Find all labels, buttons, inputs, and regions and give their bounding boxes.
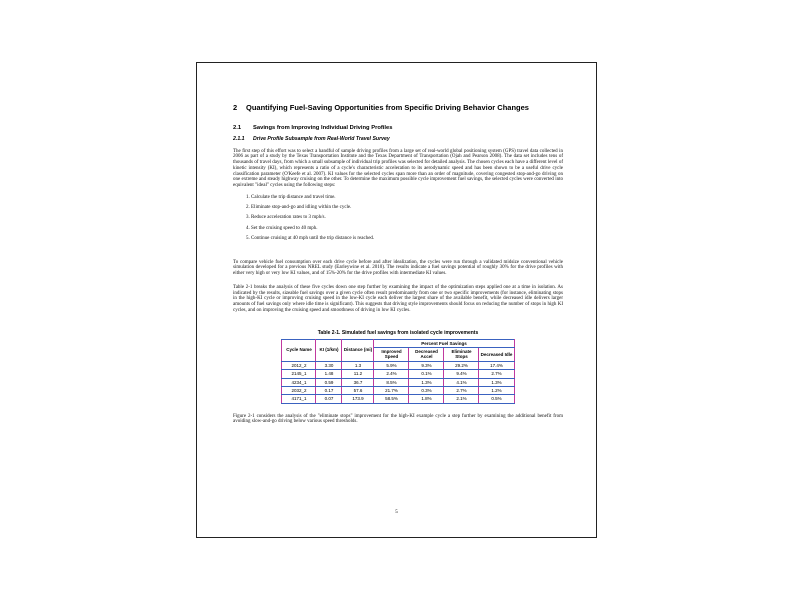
ideal-cycle-steps <box>251 195 563 242</box>
value-cell: 1.3% <box>409 378 444 386</box>
section-number: 2.1 <box>233 125 242 132</box>
value-cell: 0.07 <box>316 395 342 403</box>
value-cell: 1.3 <box>342 361 374 369</box>
fuel-savings-table <box>281 339 514 404</box>
header-improved-speed: Improved Speed <box>374 347 409 361</box>
page-number: 5 <box>395 510 398 515</box>
value-cell: 5.9% <box>374 361 409 369</box>
table-row <box>282 378 514 386</box>
section-title: Savings from Improving Individual Driving Profiles <box>253 125 393 132</box>
chapter-title: Quantifying Fuel-Saving Opportunities from Specific Driving Behavior Changes <box>246 103 529 112</box>
subsection-number: 2.1.1 <box>233 136 245 143</box>
value-cell: 2.1% <box>444 395 479 403</box>
cycle-name-cell: 4234_1 <box>282 378 316 386</box>
paragraph-figure-reference: Figure 2-1 considers the analysis of the "eliminate stops" improvement for the high-KI example cycle a step further by examining the additional benefit from avoiding slow-and-go driving below various speed thresholds. <box>233 413 563 425</box>
value-cell: 173.9 <box>342 395 374 403</box>
cycle-name-cell: 2032_2 <box>282 386 316 394</box>
value-cell: 58.5% <box>374 395 409 403</box>
value-cell: 8.5% <box>374 378 409 386</box>
value-cell: 0.3% <box>409 386 444 394</box>
subsection-title: Drive Profile Subsample from Real-World Travel Survey <box>253 136 390 143</box>
value-cell: 9.4% <box>444 370 479 378</box>
value-cell: 9.3% <box>409 361 444 369</box>
cycle-name-cell: 2145_1 <box>282 370 316 378</box>
value-cell: 36.7 <box>342 378 374 386</box>
chapter-heading <box>233 103 563 112</box>
value-cell: 21.7% <box>374 386 409 394</box>
step-item: 4. Set the cruising speed to 40 mph. <box>251 226 563 232</box>
step-item: 2. Eliminate stop-and-go and idling within the cycle. <box>251 205 563 211</box>
table-row <box>282 395 514 403</box>
cycle-name-cell: 2012_2 <box>282 361 316 369</box>
header-percent-fuel-savings: Percent Fuel Savings <box>374 339 514 347</box>
value-cell: 4.1% <box>444 378 479 386</box>
header-ki: KI (1/km) <box>316 339 342 361</box>
cycle-name-cell: 4171_1 <box>282 395 316 403</box>
step-item: 1. Calculate the trip distance and travel time. <box>251 195 563 201</box>
table-row <box>282 370 514 378</box>
step-item: 3. Reduce acceleration rates to 3 mph/s. <box>251 215 563 221</box>
header-distance: Distance (mi) <box>342 339 374 361</box>
header-eliminate-stops: Eliminate Stops <box>444 347 479 361</box>
value-cell: 1.3% <box>479 378 514 386</box>
value-cell: 0.59 <box>316 378 342 386</box>
subsection-heading <box>233 136 563 142</box>
value-cell: 57.6 <box>342 386 374 394</box>
value-cell: 2.7% <box>444 386 479 394</box>
table-body <box>282 361 514 403</box>
table-row <box>282 361 514 369</box>
document-page <box>196 62 597 538</box>
paragraph-table-discussion: Table 2-1 breaks the analysis of these five cycles down one step further by examining the impact of the optimization steps applied one at a time in isolation. As indicated by the results, sizeable fuel savings over a given cycle often result predominantly from one or two specific improvements (for instance, eliminating stops in the high-KI cycle or improving cruising speed in the low-KI cycle each deliver the largest share of the available benefit, while decreased idle delivers larger amounts of fuel savings only where idle time is significant). This suggests that driving style improvements should focus on reducing the number of stops in high KI cycles, and on improving the cruising speed and smoothness of driving in low KI cycles. <box>233 284 563 313</box>
table-header <box>282 339 514 361</box>
value-cell: 3.30 <box>316 361 342 369</box>
value-cell: 0.1% <box>409 370 444 378</box>
value-cell: 17.4% <box>479 361 514 369</box>
value-cell: 29.2% <box>444 361 479 369</box>
value-cell: 0.17 <box>316 386 342 394</box>
paragraph-intro: The first step of this effort was to select a handful of sample driving profiles from a large set of real-world global positioning system (GPS) travel data collected in 2006 as part of a study by the Texas Transportation Institute and the Texas Department of Transportation (Ojah and Pearson 2008). The data set includes tens of thousands of travel days, from which a small subsample of individual trip profiles was selected for detailed analysis. The chosen cycles each have a different level of kinetic intensity (KI), which represents a ratio of a cycle's characteristic acceleration to its aerodynamic speed and has been shown to be a useful drive cycle classification parameter (O'Keefe et al. 2007). KI values for the selected cycles span more than an order of magnitude, covering congested stop-and-go driving on one extreme and steady highway cruising on the other. To determine the maximum possible cycle improvement fuel savings, the selected cycles were converted into equivalent "ideal" cycles using the following steps: <box>233 148 563 189</box>
page-content <box>233 103 563 425</box>
header-decreased-idle: Decreased Idle <box>479 347 514 361</box>
value-cell: 1.48 <box>316 370 342 378</box>
value-cell: 2.4% <box>374 370 409 378</box>
table-caption: Table 2-1. Simulated fuel savings from isolated cycle improvements <box>317 329 479 336</box>
header-cycle-name: Cycle Name <box>282 339 316 361</box>
value-cell: 0.5% <box>479 395 514 403</box>
value-cell: 11.2 <box>342 370 374 378</box>
section-heading <box>233 125 563 132</box>
step-item: 5. Continue cruising at 40 mph until the trip distance is reached. <box>251 236 563 242</box>
paragraph-simulation-results: To compare vehicle fuel consumption over each drive cycle before and after idealization, the cycles were run through a validated midsize conventional vehicle simulation developed for a previous NREL study (Earleywine et al. 2010). The results indicate a fuel savings potential of roughly 30% for the drive profiles with either very high or very low KI values, and of 15%-20% for the drive profiles with intermediate KI values. <box>233 259 563 277</box>
header-decreased-accel: Decreased Accel <box>409 347 444 361</box>
value-cell: 1.8% <box>409 395 444 403</box>
table-row <box>282 386 514 394</box>
chapter-number: 2 <box>233 103 238 112</box>
value-cell: 1.2% <box>479 386 514 394</box>
value-cell: 2.7% <box>479 370 514 378</box>
